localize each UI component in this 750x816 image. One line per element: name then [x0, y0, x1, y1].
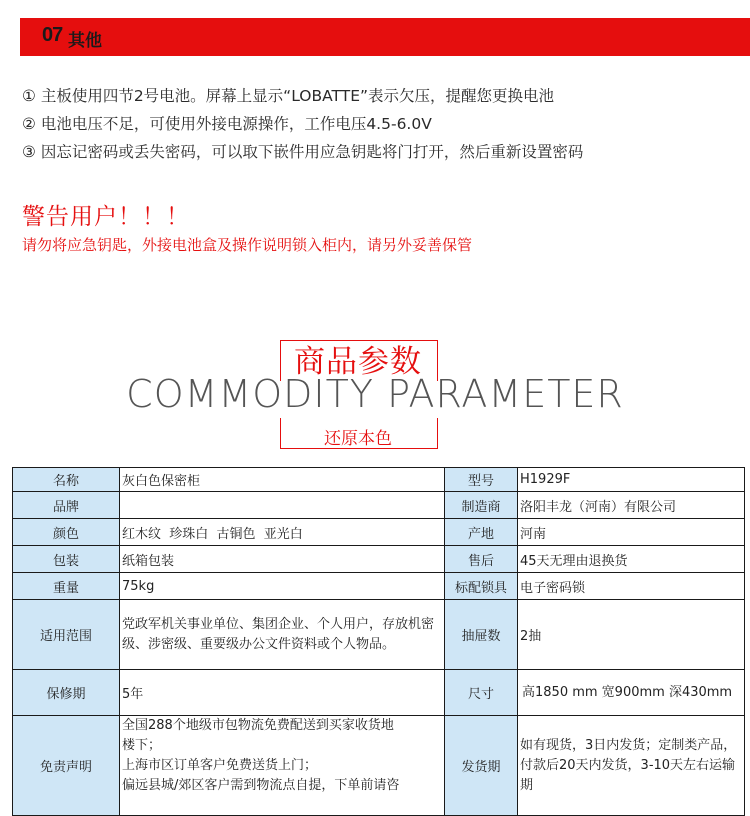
notes-list: [22, 82, 742, 166]
table-row: [13, 716, 745, 816]
param-key: 包装: [13, 546, 120, 573]
note-item: ② 电池电压不足，可使用外接电源操作，工作电压4.5-6.0V: [22, 115, 432, 133]
param-key: 重量: [13, 573, 120, 600]
section-number: 07: [42, 24, 63, 46]
param-key: 免责声明: [13, 716, 120, 816]
section-title: 其他: [68, 31, 102, 51]
table-row: [13, 546, 745, 573]
param-value: 灰白色保密柜: [120, 468, 445, 492]
note-item: ③ 因忘记密码或丢失密码，可以取下嵌件用应急钥匙将门打开，然后重新设置密码: [22, 143, 584, 161]
param-value: 5年: [120, 670, 445, 716]
param-key: 发货期: [445, 716, 518, 816]
params-subtitle: 还原本色: [324, 429, 392, 449]
params-table: [12, 467, 745, 816]
params-title-en: COMMODITY PARAMETER: [126, 372, 624, 416]
param-key: 抽屉数: [445, 600, 518, 670]
param-value: 电子密码锁: [518, 573, 745, 600]
table-row: [13, 468, 745, 492]
param-value: 高1850 mm 宽900mm 深430mm: [518, 670, 745, 716]
param-value: 纸箱包装: [120, 546, 445, 573]
disclaimer-line: 偏远县城/郊区客户需到物流点自提，下单前请咨: [122, 778, 400, 793]
warning-text: 请勿将应急钥匙，外接电池盒及操作说明锁入柜内，请另外妥善保管: [22, 236, 473, 254]
note-item: ① 主板使用四节2号电池。屏幕上显示“LOBATTE”表示欠压，提醒您更换电池: [22, 87, 555, 105]
param-key: 型号: [445, 468, 518, 492]
params-title-cn: 商品参数: [294, 344, 422, 380]
param-value: 2抽: [518, 600, 745, 670]
param-key: 保修期: [13, 670, 120, 716]
param-value: H1929F: [518, 468, 745, 492]
table-row: [13, 573, 745, 600]
param-value-multiline: [120, 716, 445, 816]
disclaimer-line: 全国288个地级市包物流免费配送到买家收货地: [122, 718, 394, 733]
param-value: 如有现货，3日内发货；定制类产品，付款后20天内发货，3-10天左右运输期: [518, 716, 745, 816]
disclaimer-line: 上海市区订单客户免费送货上门；: [122, 758, 318, 773]
param-key: 品牌: [13, 492, 120, 519]
param-value: 75kg: [120, 573, 445, 600]
param-key: 适用范围: [13, 600, 120, 670]
table-row: [13, 492, 745, 519]
param-key: 名称: [13, 468, 120, 492]
param-key: 产地: [445, 519, 518, 546]
table-row: [13, 670, 745, 716]
param-value: 45天无理由退换货: [518, 546, 745, 573]
param-key: 颜色: [13, 519, 120, 546]
param-key: 制造商: [445, 492, 518, 519]
param-value: 河南: [518, 519, 745, 546]
param-value: [120, 492, 445, 519]
param-value: 党政军机关事业单位、集团企业、个人用户，存放机密级、涉密级、重要级办公文件资料或个人物品。: [120, 600, 445, 670]
param-value: 红木纹 珍珠白 古铜色 亚光白: [120, 519, 445, 546]
param-key: 售后: [445, 546, 518, 573]
section-header-bar: [20, 18, 750, 56]
table-row: [13, 600, 745, 670]
param-key: 尺寸: [445, 670, 518, 716]
disclaimer-line: 楼下；: [122, 738, 162, 753]
table-row: [13, 519, 745, 546]
warning-title: 警告用户！！！: [22, 204, 190, 230]
param-value: 洛阳丰龙（河南）有限公司: [518, 492, 745, 519]
param-key: 标配锁具: [445, 573, 518, 600]
